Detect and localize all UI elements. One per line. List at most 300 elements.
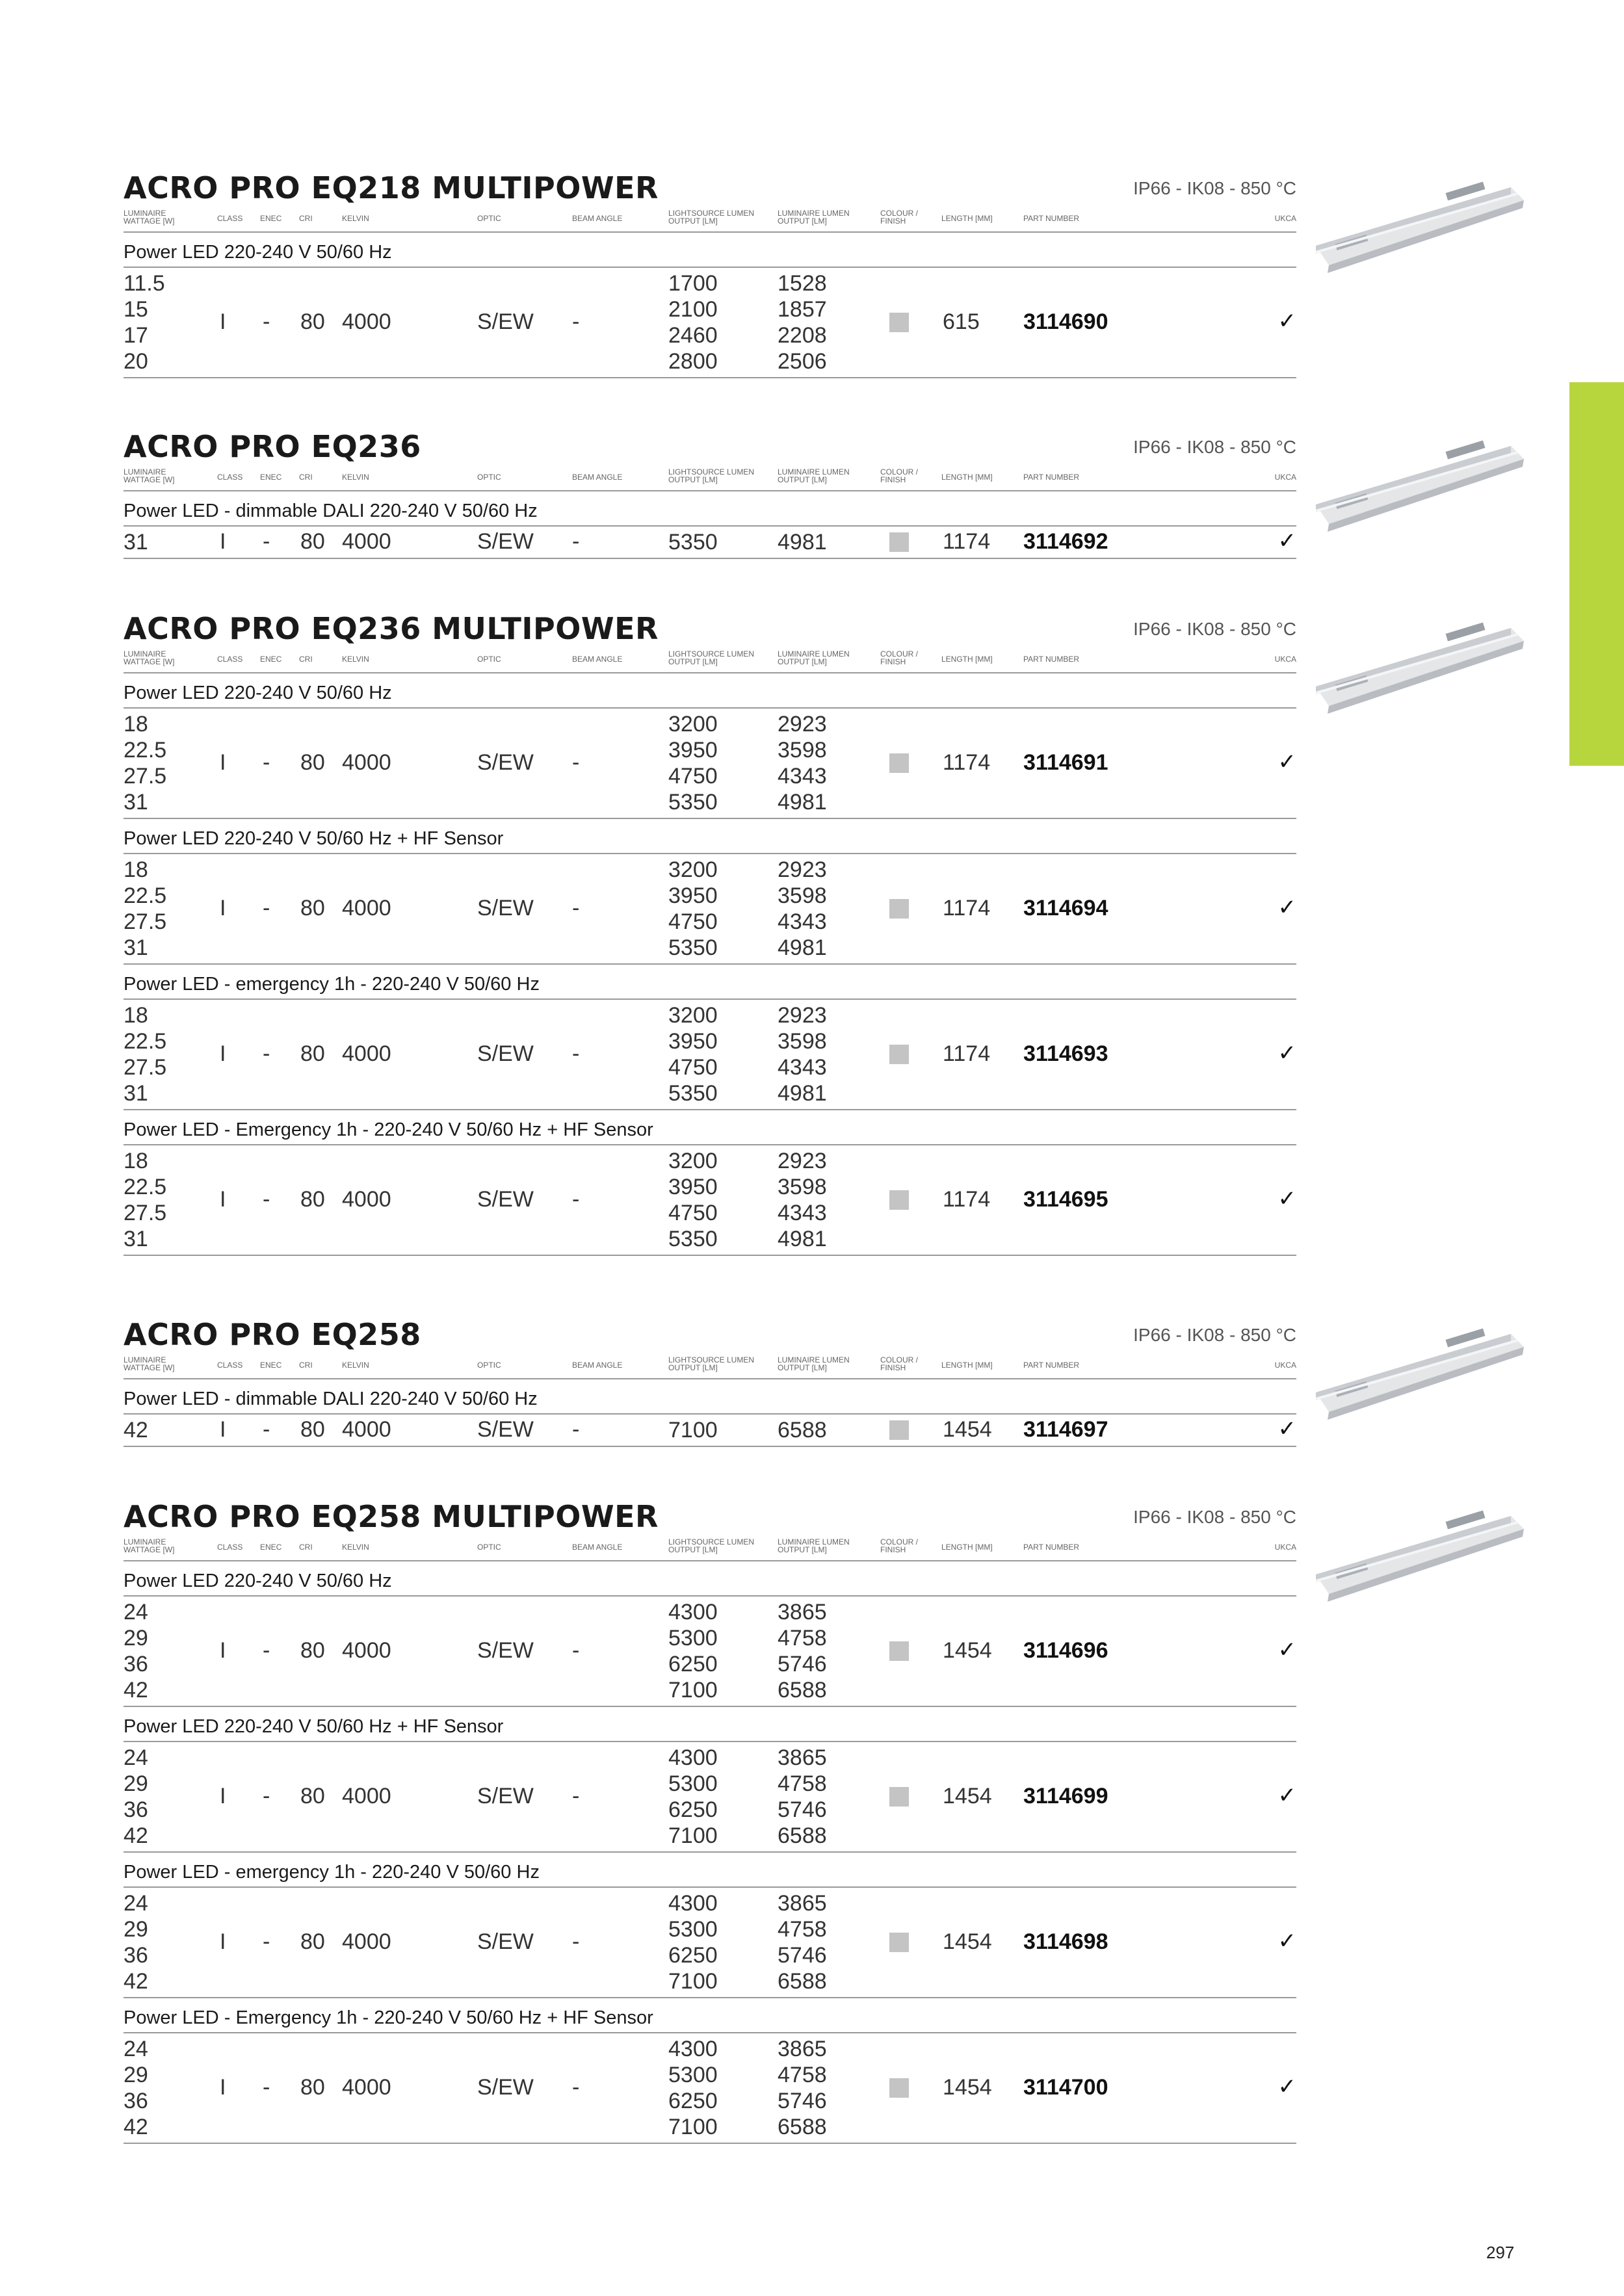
- wattage-value: 27.5: [124, 1055, 167, 1080]
- power-option-label: Power LED 220-240 V 50/60 Hz: [124, 1561, 1296, 1597]
- protection-rating: IP66 - IK08 - 850 °C: [1133, 1325, 1296, 1345]
- luminaire-lumen-value: 5746: [778, 1943, 827, 1968]
- optic-value: S/EW: [477, 1929, 534, 1954]
- lightsource-lumen-value: 4300: [668, 1891, 718, 1916]
- wattage-value: 29: [124, 1917, 148, 1942]
- optic-value: S/EW: [477, 1638, 534, 1663]
- luminaire-lumen-value: 3598: [778, 738, 827, 763]
- luminaire-lumen-value: 2923: [778, 1003, 827, 1028]
- luminaire-lumen-value: 4758: [778, 1917, 827, 1942]
- ukca-checkmark: ✓: [1277, 1041, 1296, 1065]
- header-beam-angle: BEAM ANGLE: [572, 1543, 623, 1552]
- table-row: [124, 527, 1296, 559]
- optic-value: S/EW: [477, 529, 534, 554]
- header-part-number: PART NUMBER: [1023, 1543, 1080, 1552]
- table-row: [124, 1597, 1296, 1707]
- cri-value: 80: [300, 1187, 325, 1212]
- part-number: 3114700: [1023, 2075, 1108, 2100]
- beam-angle-value: -: [572, 309, 580, 334]
- length-value: 1174: [943, 1187, 991, 1212]
- part-number: 3114697: [1023, 1417, 1108, 1442]
- lightsource-lumen-value: 1700: [668, 271, 718, 296]
- wattage-value-list: [124, 2036, 148, 2140]
- luminaire-lumen-value-list: [778, 1002, 827, 1106]
- protection-rating: IP66 - IK08 - 850 °C: [1133, 619, 1296, 639]
- ukca-checkmark: ✓: [1277, 1637, 1296, 1662]
- kelvin-value: 4000: [342, 309, 391, 334]
- luminaire-lumen-value: 2923: [778, 1149, 827, 1173]
- wattage-value: 42: [124, 1823, 148, 1848]
- lightsource-lumen-value: 6250: [668, 1943, 718, 1968]
- lightsource-lumen-value-list: [668, 1599, 718, 1703]
- luminaire-lumen-value-list: [778, 1890, 827, 1994]
- header-ukca: UKCA: [1274, 1361, 1296, 1370]
- beam-angle-value: -: [572, 750, 580, 775]
- header-kelvin: KELVIN: [342, 655, 369, 664]
- lightsource-lumen-value: 5300: [668, 2063, 718, 2087]
- luminaire-product-image: [1316, 161, 1524, 291]
- enec-value: -: [263, 309, 270, 334]
- cri-value: 80: [300, 750, 325, 775]
- enec-value: -: [263, 1187, 270, 1212]
- luminaire-product-image: [1316, 1490, 1524, 1620]
- luminaire-lumen-value: 6588: [778, 1418, 827, 1442]
- length-value: 1454: [943, 1638, 992, 1663]
- enec-value: -: [263, 1638, 270, 1663]
- luminaire-lumen-value: 5746: [778, 1652, 827, 1676]
- wattage-value: 36: [124, 1652, 148, 1676]
- beam-angle-value: -: [572, 529, 580, 554]
- beam-angle-value: -: [572, 1929, 580, 1954]
- part-number: 3114695: [1023, 1187, 1108, 1212]
- lightsource-lumen-value: 3200: [668, 1003, 718, 1028]
- lightsource-lumen-value: 6250: [668, 2089, 718, 2113]
- header-optic: OPTIC: [477, 655, 501, 664]
- lightsource-lumen-value: 7100: [668, 1678, 718, 1702]
- power-option-label: Power LED - emergency 1h - 220-240 V 50/60 Hz: [124, 1853, 1296, 1888]
- header-luminaire-lumen: LUMINAIRE LUMEN: [778, 649, 850, 659]
- luminaire-lumen-value: 4758: [778, 1771, 827, 1796]
- header-ukca: UKCA: [1274, 214, 1296, 223]
- wattage-value-list: [124, 1002, 166, 1106]
- header-enec: ENEC: [260, 473, 282, 482]
- class-value: I: [220, 1784, 226, 1808]
- wattage-value: 18: [124, 1149, 148, 1173]
- table-header: [124, 467, 1296, 491]
- lightsource-lumen-value: 3950: [668, 883, 718, 908]
- header-wattage-unit: WATTAGE [W]: [124, 657, 175, 666]
- wattage-value-list: [124, 1599, 148, 1703]
- enec-value: -: [263, 896, 270, 920]
- length-value: 1174: [943, 529, 991, 554]
- table-row: [124, 709, 1296, 819]
- table-row: [124, 1415, 1296, 1447]
- wattage-value: 27.5: [124, 764, 167, 789]
- wattage-value: 42: [124, 1678, 148, 1702]
- header-cri: CRI: [299, 655, 313, 664]
- wattage-value-list: [124, 711, 166, 815]
- luminaire-product-image: [1316, 420, 1524, 550]
- enec-value: -: [263, 529, 270, 554]
- class-value: I: [220, 1417, 226, 1442]
- wattage-value: 31: [124, 1227, 148, 1251]
- optic-value: S/EW: [477, 1417, 534, 1442]
- header-lightsource-unit: OUTPUT [LM]: [668, 216, 718, 226]
- table-header: [124, 208, 1296, 233]
- luminaire-lumen-value-list: [778, 1599, 827, 1703]
- table-row: [124, 1888, 1296, 1998]
- header-lightsource-unit: OUTPUT [LM]: [668, 1363, 718, 1372]
- lightsource-lumen-value: 4750: [668, 1201, 718, 1225]
- lightsource-lumen-value-list: [668, 529, 718, 555]
- luminaire-product-image: [1316, 602, 1524, 732]
- header-luminaire-lumen: LUMINAIRE LUMEN: [778, 467, 850, 476]
- lightsource-lumen-value: 3200: [668, 857, 718, 882]
- enec-value: -: [263, 750, 270, 775]
- header-length: LENGTH [MM]: [941, 1361, 993, 1370]
- lightsource-lumen-value: 4750: [668, 909, 718, 934]
- header-beam-angle: BEAM ANGLE: [572, 655, 623, 664]
- lightsource-lumen-value-list: [668, 711, 718, 815]
- table-row: [124, 268, 1296, 378]
- luminaire-lumen-value: 1857: [778, 297, 827, 322]
- part-number: 3114694: [1023, 896, 1108, 920]
- header-lightsource-lumen: LIGHTSOURCE LUMEN: [668, 209, 755, 218]
- lightsource-lumen-value: 5350: [668, 790, 718, 815]
- header-lightsource-lumen: LIGHTSOURCE LUMEN: [668, 467, 755, 476]
- table-row: [124, 1742, 1296, 1853]
- lightsource-lumen-value: 3950: [668, 1029, 718, 1054]
- header-luminaire-unit: OUTPUT [LM]: [778, 1363, 827, 1372]
- beam-angle-value: -: [572, 896, 580, 920]
- header-beam-angle: BEAM ANGLE: [572, 214, 623, 223]
- header-optic: OPTIC: [477, 473, 501, 482]
- luminaire-lumen-value: 4981: [778, 935, 827, 960]
- luminaire-lumen-value: 6588: [778, 1678, 827, 1702]
- lightsource-lumen-value-list: [668, 1745, 718, 1849]
- wattage-value: 31: [124, 530, 148, 554]
- wattage-value: 42: [124, 2115, 148, 2139]
- section-title: ACRO PRO EQ236: [124, 429, 421, 464]
- optic-value: S/EW: [477, 2075, 534, 2100]
- wattage-value-list: [124, 1148, 166, 1252]
- part-number: 3114690: [1023, 309, 1108, 334]
- part-number: 3114698: [1023, 1929, 1108, 1954]
- header-kelvin: KELVIN: [342, 473, 369, 482]
- wattage-value: 42: [124, 1418, 148, 1442]
- luminaire-lumen-value: 2208: [778, 323, 827, 348]
- header-part-number: PART NUMBER: [1023, 473, 1080, 482]
- power-option-label: Power LED 220-240 V 50/60 Hz: [124, 673, 1296, 709]
- lightsource-lumen-value: 6250: [668, 1652, 718, 1676]
- header-luminaire-lumen: LUMINAIRE LUMEN: [778, 209, 850, 218]
- colour-finish-swatch: [889, 313, 909, 332]
- header-finish: FINISH: [880, 1363, 906, 1372]
- lightsource-lumen-value-list: [668, 270, 718, 374]
- wattage-value-list: [124, 857, 166, 961]
- lightsource-lumen-value: 7100: [668, 1969, 718, 1994]
- header-lightsource-unit: OUTPUT [LM]: [668, 657, 718, 666]
- header-cri: CRI: [299, 473, 313, 482]
- cri-value: 80: [300, 896, 325, 920]
- wattage-value: 24: [124, 1745, 148, 1770]
- colour-finish-swatch: [889, 532, 909, 552]
- colour-finish-swatch: [889, 1641, 909, 1661]
- kelvin-value: 4000: [342, 1929, 391, 1954]
- wattage-value: 18: [124, 857, 148, 882]
- lightsource-lumen-value-list: [668, 1417, 718, 1443]
- enec-value: -: [263, 2075, 270, 2100]
- header-wattage-unit: WATTAGE [W]: [124, 216, 175, 226]
- ukca-checkmark: ✓: [1277, 1783, 1296, 1808]
- optic-value: S/EW: [477, 1784, 534, 1808]
- luminaire-product-image: [1316, 1308, 1524, 1438]
- header-lightsource-lumen: LIGHTSOURCE LUMEN: [668, 649, 755, 659]
- power-option-label: Power LED 220-240 V 50/60 Hz + HF Sensor: [124, 1707, 1296, 1742]
- colour-finish-swatch: [889, 753, 909, 773]
- lightsource-lumen-value: 7100: [668, 1823, 718, 1848]
- luminaire-lumen-value: 1528: [778, 271, 827, 296]
- optic-value: S/EW: [477, 750, 534, 775]
- header-wattage-unit: WATTAGE [W]: [124, 475, 175, 484]
- header-luminaire-lumen: LUMINAIRE LUMEN: [778, 1355, 850, 1364]
- lightsource-lumen-value: 5300: [668, 1626, 718, 1650]
- luminaire-lumen-value: 4343: [778, 764, 827, 789]
- header-luminaire-unit: OUTPUT [LM]: [778, 1545, 827, 1554]
- power-option-label: Power LED - Emergency 1h - 220-240 V 50/60 Hz + HF Sensor: [124, 1998, 1296, 2033]
- kelvin-value: 4000: [342, 1187, 391, 1212]
- luminaire-lumen-value-list: [778, 1745, 827, 1849]
- lightsource-lumen-value: 3200: [668, 712, 718, 737]
- colour-finish-swatch: [889, 2078, 909, 2098]
- header-luminaire-unit: OUTPUT [LM]: [778, 657, 827, 666]
- header-part-number: PART NUMBER: [1023, 1361, 1080, 1370]
- power-option-label: Power LED - emergency 1h - 220-240 V 50/60 Hz: [124, 965, 1296, 1000]
- header-finish: FINISH: [880, 1545, 906, 1554]
- lightsource-lumen-value-list: [668, 1890, 718, 1994]
- power-option-label: Power LED 220-240 V 50/60 Hz + HF Sensor: [124, 819, 1296, 854]
- ukca-checkmark: ✓: [1277, 1416, 1296, 1441]
- luminaire-lumen-value: 3865: [778, 2037, 827, 2061]
- header-beam-angle: BEAM ANGLE: [572, 473, 623, 482]
- page-number: 297: [1486, 2243, 1515, 2262]
- colour-finish-swatch: [889, 1045, 909, 1064]
- header-lightsource-unit: OUTPUT [LM]: [668, 475, 718, 484]
- wattage-value: 36: [124, 2089, 148, 2113]
- length-value: 1174: [943, 750, 991, 775]
- wattage-value: 18: [124, 1003, 148, 1028]
- luminaire-lumen-value-list: [778, 2036, 827, 2140]
- lightsource-lumen-value-list: [668, 1148, 718, 1252]
- lightsource-lumen-value: 5300: [668, 1771, 718, 1796]
- header-luminaire-unit: OUTPUT [LM]: [778, 475, 827, 484]
- header-ukca: UKCA: [1274, 473, 1296, 482]
- header-beam-angle: BEAM ANGLE: [572, 1361, 623, 1370]
- wattage-value: 27.5: [124, 1201, 167, 1225]
- lightsource-lumen-value: 2100: [668, 297, 718, 322]
- header-length: LENGTH [MM]: [941, 655, 993, 664]
- part-number: 3114696: [1023, 1638, 1108, 1663]
- header-length: LENGTH [MM]: [941, 1543, 993, 1552]
- beam-angle-value: -: [572, 1187, 580, 1212]
- ukca-checkmark: ✓: [1277, 1186, 1296, 1211]
- colour-finish-swatch: [889, 899, 909, 919]
- colour-finish-swatch: [889, 1190, 909, 1210]
- lightsource-lumen-value: 3200: [668, 1149, 718, 1173]
- length-value: 1174: [943, 1041, 991, 1066]
- header-wattage: LUMINAIRE: [124, 209, 166, 218]
- class-value: I: [220, 309, 226, 334]
- header-luminaire-unit: OUTPUT [LM]: [778, 216, 827, 226]
- kelvin-value: 4000: [342, 896, 391, 920]
- colour-finish-swatch: [889, 1787, 909, 1807]
- luminaire-lumen-value-list: [778, 711, 827, 815]
- header-class: CLASS: [217, 1543, 243, 1552]
- lightsource-lumen-value-list: [668, 2036, 718, 2140]
- header-optic: OPTIC: [477, 214, 501, 223]
- beam-angle-value: -: [572, 1638, 580, 1663]
- cri-value: 80: [300, 309, 325, 334]
- header-finish: FINISH: [880, 475, 906, 484]
- luminaire-lumen-value: 4981: [778, 530, 827, 554]
- wattage-value-list: [124, 1745, 148, 1849]
- header-wattage-unit: WATTAGE [W]: [124, 1363, 175, 1372]
- luminaire-lumen-value: 4758: [778, 2063, 827, 2087]
- luminaire-lumen-value: 4981: [778, 1227, 827, 1251]
- product-section: [124, 1314, 1296, 1447]
- header-optic: OPTIC: [477, 1543, 501, 1552]
- header-enec: ENEC: [260, 655, 282, 664]
- product-section: [124, 426, 1296, 559]
- header-class: CLASS: [217, 214, 243, 223]
- chapter-tab: [1569, 382, 1624, 766]
- header-cri: CRI: [299, 1543, 313, 1552]
- ukca-checkmark: ✓: [1277, 2074, 1296, 2099]
- power-option-label: Power LED - Emergency 1h - 220-240 V 50/60 Hz + HF Sensor: [124, 1110, 1296, 1145]
- kelvin-value: 4000: [342, 529, 391, 554]
- header-enec: ENEC: [260, 214, 282, 223]
- wattage-value-list: [124, 1890, 148, 1994]
- part-number: 3114692: [1023, 529, 1108, 554]
- protection-rating: IP66 - IK08 - 850 °C: [1133, 437, 1296, 457]
- wattage-value: 24: [124, 1891, 148, 1916]
- length-value: 1454: [943, 2075, 992, 2100]
- ukca-checkmark: ✓: [1277, 750, 1296, 774]
- luminaire-lumen-value: 2923: [778, 857, 827, 882]
- lightsource-lumen-value: 6250: [668, 1797, 718, 1822]
- length-value: 1454: [943, 1929, 992, 1954]
- table-header: [124, 649, 1296, 673]
- class-value: I: [220, 1638, 226, 1663]
- table-header: [124, 1355, 1296, 1379]
- header-kelvin: KELVIN: [342, 1361, 369, 1370]
- header-wattage: LUMINAIRE: [124, 1355, 166, 1364]
- kelvin-value: 4000: [342, 1041, 391, 1066]
- ukca-checkmark: ✓: [1277, 528, 1296, 553]
- ukca-checkmark: ✓: [1277, 1929, 1296, 1953]
- wattage-value: 20: [124, 349, 148, 374]
- lightsource-lumen-value: 5350: [668, 935, 718, 960]
- enec-value: -: [263, 1784, 270, 1808]
- length-value: 615: [943, 309, 980, 334]
- header-length: LENGTH [MM]: [941, 214, 993, 223]
- header-lightsource-unit: OUTPUT [LM]: [668, 1545, 718, 1554]
- power-option-label: Power LED 220-240 V 50/60 Hz: [124, 233, 1296, 268]
- header-kelvin: KELVIN: [342, 214, 369, 223]
- class-value: I: [220, 896, 226, 920]
- luminaire-lumen-value: 4343: [778, 1201, 827, 1225]
- wattage-value: 17: [124, 323, 148, 348]
- cri-value: 80: [300, 529, 325, 554]
- wattage-value: 31: [124, 935, 148, 960]
- luminaire-lumen-value: 3598: [778, 1175, 827, 1199]
- wattage-value: 22.5: [124, 883, 167, 908]
- header-wattage: LUMINAIRE: [124, 1537, 166, 1546]
- wattage-value: 22.5: [124, 738, 167, 763]
- kelvin-value: 4000: [342, 2075, 391, 2100]
- wattage-value: 42: [124, 1969, 148, 1994]
- luminaire-lumen-value: 3598: [778, 1029, 827, 1054]
- header-wattage: LUMINAIRE: [124, 649, 166, 659]
- enec-value: -: [263, 1929, 270, 1954]
- wattage-value: 29: [124, 1626, 148, 1650]
- header-kelvin: KELVIN: [342, 1543, 369, 1552]
- header-ukca: UKCA: [1274, 655, 1296, 664]
- beam-angle-value: -: [572, 2075, 580, 2100]
- kelvin-value: 4000: [342, 1638, 391, 1663]
- product-section: [124, 1496, 1296, 2144]
- optic-value: S/EW: [477, 1041, 534, 1066]
- product-section: [124, 168, 1296, 378]
- enec-value: -: [263, 1417, 270, 1442]
- cri-value: 80: [300, 1417, 325, 1442]
- header-finish: FINISH: [880, 657, 906, 666]
- wattage-value: 29: [124, 1771, 148, 1796]
- header-colour: COLOUR /: [880, 467, 919, 476]
- cri-value: 80: [300, 1638, 325, 1663]
- header-lightsource-lumen: LIGHTSOURCE LUMEN: [668, 1355, 755, 1364]
- header-optic: OPTIC: [477, 1361, 501, 1370]
- power-option-label: Power LED - dimmable DALI 220-240 V 50/60 Hz: [124, 491, 1296, 527]
- lightsource-lumen-value: 3950: [668, 1175, 718, 1199]
- cri-value: 80: [300, 1784, 325, 1808]
- luminaire-lumen-value: 3865: [778, 1891, 827, 1916]
- luminaire-lumen-value: 3598: [778, 883, 827, 908]
- lightsource-lumen-value: 7100: [668, 1418, 718, 1442]
- kelvin-value: 4000: [342, 1784, 391, 1808]
- optic-value: S/EW: [477, 1187, 534, 1212]
- header-enec: ENEC: [260, 1361, 282, 1370]
- luminaire-lumen-value: 4343: [778, 1055, 827, 1080]
- header-lightsource-lumen: LIGHTSOURCE LUMEN: [668, 1537, 755, 1546]
- product-section: [124, 608, 1296, 1256]
- wattage-value-list: [124, 270, 165, 374]
- wattage-value: 22.5: [124, 1175, 167, 1199]
- wattage-value-list: [124, 529, 148, 555]
- beam-angle-value: -: [572, 1041, 580, 1066]
- wattage-value: 11.5: [124, 271, 165, 296]
- class-value: I: [220, 2075, 226, 2100]
- luminaire-lumen-value: 6588: [778, 2115, 827, 2139]
- luminaire-lumen-value: 4981: [778, 790, 827, 815]
- wattage-value: 31: [124, 1081, 148, 1106]
- optic-value: S/EW: [477, 896, 534, 920]
- part-number: 3114699: [1023, 1784, 1108, 1808]
- ukca-checkmark: ✓: [1277, 309, 1296, 333]
- wattage-value: 24: [124, 1600, 148, 1624]
- beam-angle-value: -: [572, 1417, 580, 1442]
- lightsource-lumen-value-list: [668, 1002, 718, 1106]
